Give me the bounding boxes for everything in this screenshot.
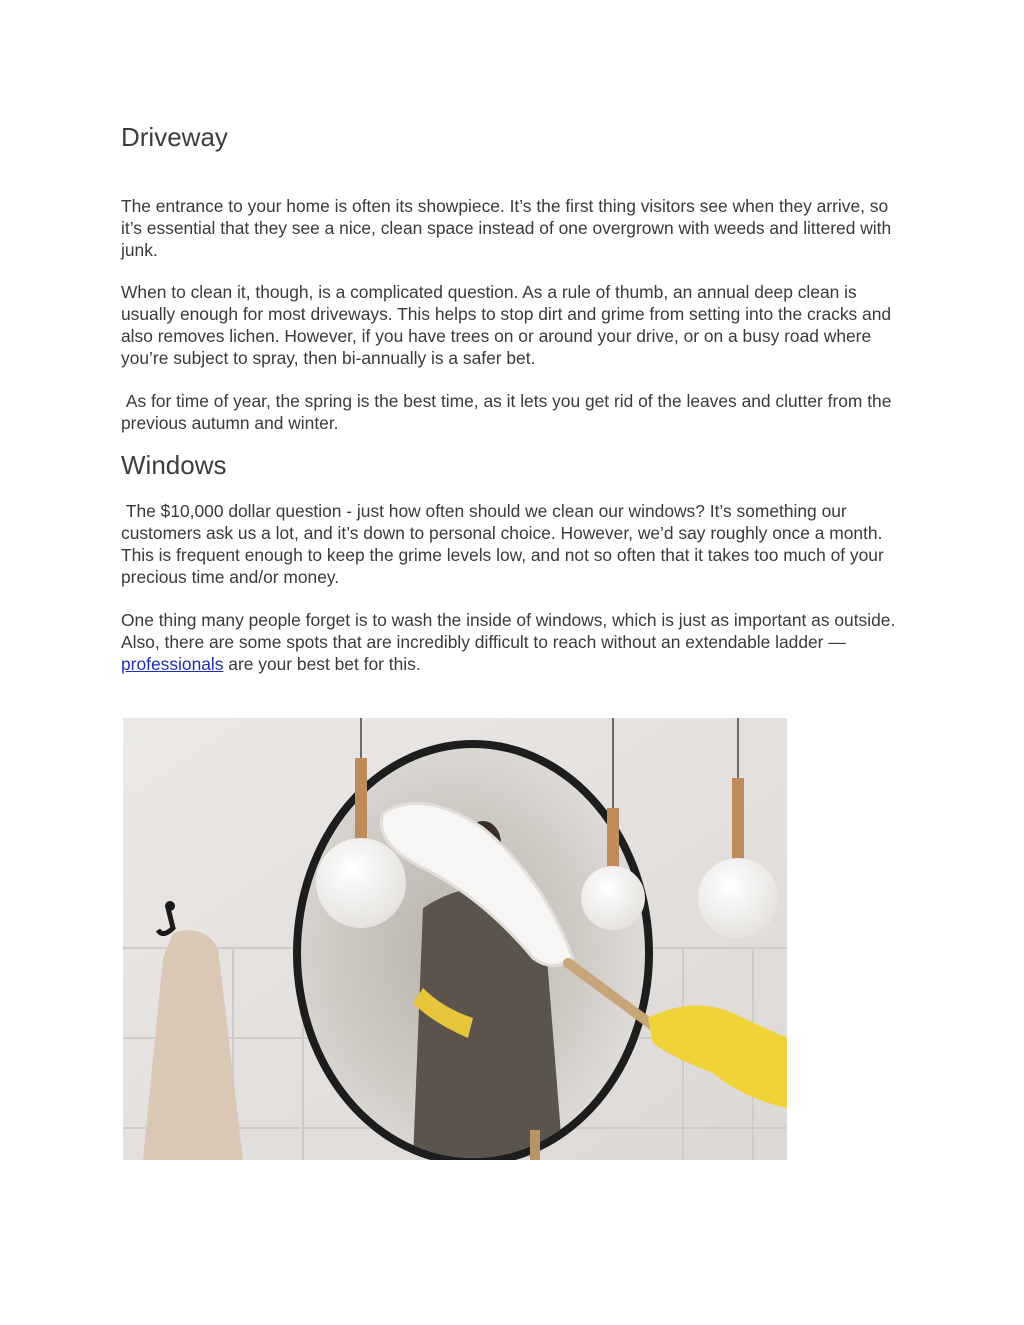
driveway-paragraph-3: As for time of year, the spring is the best time, as it lets you get rid of the leaves and clutter from the previous autumn and winter. [121,391,897,433]
mirror-cleaning-photo [123,718,787,1160]
driveway-paragraph-1: The entrance to your home is often its showpiece. It’s the first thing visitors see when they arrive, so it’s essential that they see a nice, clean space instead of one overgrown with weeds and littered with junk. [121,196,892,260]
paragraph-text-before-link: One thing many people forget is to wash the inside of windows, which is just as important as outside. Also, there are some spots that are incredibly difficult to reach without an extendable ladder — [121,610,896,652]
heading-windows: Windows [121,450,227,480]
faucet [530,1130,540,1160]
windows-paragraph-1: The $10,000 dollar question - just how often should we clean our windows? It’s something our customers ask us a lot, and it’s down to personal choice. However, we’d say roughly once a month. This is frequent enough to keep the grime levels low, and not so often that it takes too much of your precious time and/or money. [121,501,889,587]
paragraph-text-after-link: are your best bet for this. [223,654,421,674]
heading-driveway: Driveway [121,122,228,152]
photo-illustration [123,718,787,1160]
windows-paragraph-2 [121,609,906,675]
driveway-paragraph-2: When to clean it, though, is a complicated question. As a rule of thumb, an annual deep clean is usually enough for most driveways. This helps to stop dirt and grime from setting into the cracks and also removes lichen. However, if you have trees on or around your drive, or on a busy road where you’re subject to spray, then bi-annually is a safer bet. [121,282,892,368]
professionals-link[interactable]: professionals [121,654,224,674]
